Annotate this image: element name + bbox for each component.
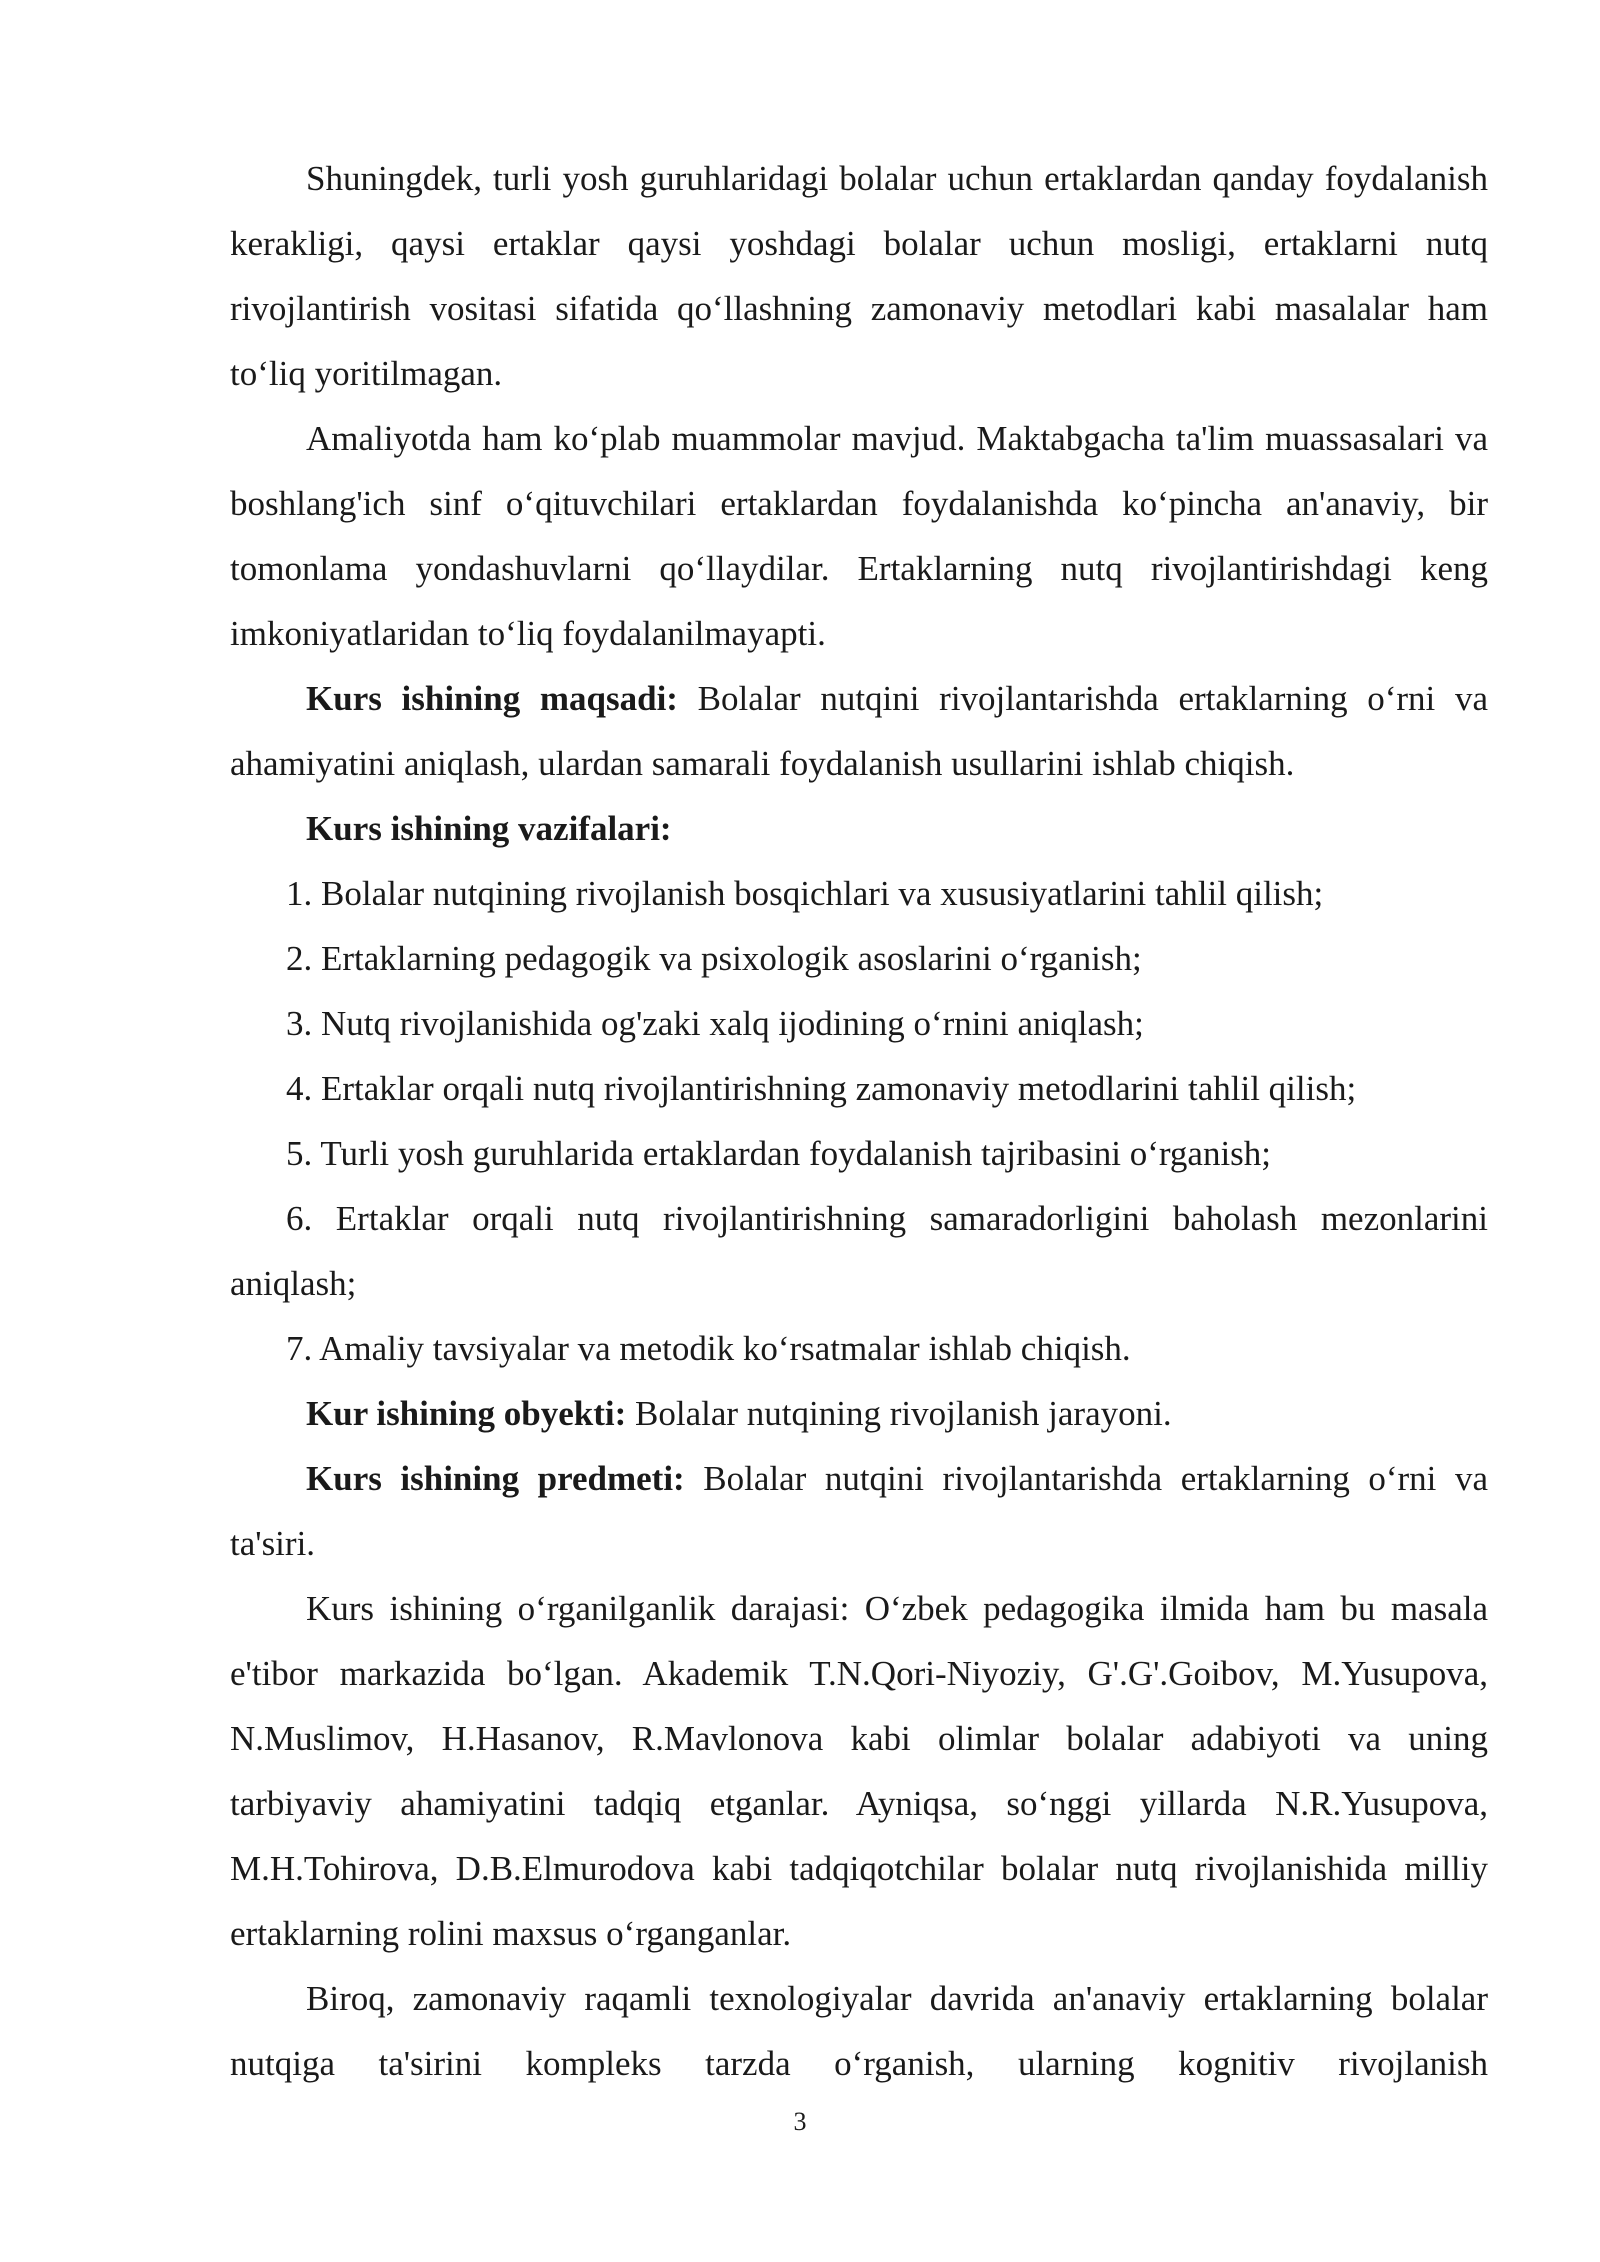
paragraph-text: Amaliyotda ham ko‘plab muammolar mavjud. Maktabgacha ta'lim muassasalari va boshlang'ich sinf o‘qituvchilari ertaklardan foydalanishda ko‘pincha an'anaviy, bir tomonlama yondashuvlarni qo‘llaydilar. Ertaklarning nutq rivojlantirishdagi keng imkoniyatlaridan to‘liq foydalanilmayapti. <box>230 419 1488 653</box>
paragraph <box>230 1576 1488 1966</box>
list-item <box>230 926 1488 991</box>
paragraph-text: 7. Amaliy tavsiyalar va metodik ko‘rsatmalar ishlab chiqish. <box>286 1329 1131 1368</box>
list-item <box>230 1056 1488 1121</box>
list-item <box>230 861 1488 926</box>
paragraph-text: Biroq, zamonaviy raqamli texnologiyalar davrida an'anaviy ertaklarning bolalar nutqiga ta'sirini kompleks tarzda o‘rganish, ularning kognitiv rivojlanish <box>230 1979 1488 2083</box>
paragraph-text: Bolalar nutqini rivojlantarishda ertaklarning o‘rni va ta'siri. <box>230 1459 1488 1563</box>
paragraph-text: Shuningdek, turli yosh guruhlaridagi bolalar uchun ertaklardan qanday foydalanish kerakligi, qaysi ertaklar qaysi yoshdagi bolalar uchun mosligi, ertaklarni nutq rivojlantirish vositasi sifatida qo‘llashning zamonaviy metodlari kabi masalalar ham to‘liq yoritilmagan. <box>230 159 1488 393</box>
paragraph-text: Bolalar nutqining rivojlanish jarayoni. <box>626 1394 1172 1433</box>
document-body <box>230 146 1488 2096</box>
section-paragraph <box>230 1381 1488 1446</box>
paragraph-text: 3. Nutq rivojlanishida og'zaki xalq ijodining o‘rnini aniqlash; <box>286 1004 1144 1043</box>
list-item <box>230 1316 1488 1381</box>
paragraph-text: 5. Turli yosh guruhlarida ertaklardan foydalanish tajribasini o‘rganish; <box>286 1134 1272 1173</box>
paragraph-text: 2. Ertaklarning pedagogik va psixologik asoslarini o‘rganish; <box>286 939 1142 978</box>
paragraph-text: Kurs ishining o‘rganilganlik darajasi: O‘zbek pedagogika ilmida ham bu masala e'tibor markazida bo‘lgan. Akademik T.N.Qori-Niyoziy, G'.G'.Goibov, M.Yusupova, N.Muslimov, H.Hasanov, R.Mavlonova kabi olimlar bolalar adabiyoti va uning tarbiyaviy ahamiyatini tadqiq etganlar. Ayniqsa, so‘nggi yillarda N.R.Yusupova, M.H.Tohirova, D.B.Elmurodova kabi tadqiqotchilar bolalar nutq rivojlanishida milliy ertaklarning rolini maxsus o‘rganganlar. <box>230 1589 1488 1953</box>
paragraph-text: Bolalar nutqini rivojlantarishda ertaklarning o‘rni va ahamiyatini aniqlash, ulardan samarali foydalanish usullarini ishlab chiqish. <box>230 679 1488 783</box>
list-item <box>230 991 1488 1056</box>
paragraph-text: 1. Bolalar nutqining rivojlanish bosqichlari va xususiyatlarini tahlil qilish; <box>286 874 1324 913</box>
list-item <box>230 1121 1488 1186</box>
section-paragraph <box>230 796 1488 861</box>
paragraph-text: 4. Ertaklar orqali nutq rivojlantirishning zamonaviy metodlarini tahlil qilish; <box>286 1069 1357 1108</box>
bold-heading: Kur ishining obyekti: <box>306 1394 627 1433</box>
bold-heading: Kurs ishining maqsadi: <box>306 679 678 718</box>
paragraph-text: 6. Ertaklar orqali nutq rivojlantirishning samaradorligini baholash mezonlarini aniqlash; <box>230 1199 1488 1303</box>
paragraph <box>230 146 1488 406</box>
section-paragraph <box>230 666 1488 796</box>
bold-heading: Kurs ishining predmeti: <box>306 1459 685 1498</box>
document-page <box>230 146 1488 2096</box>
section-paragraph <box>230 1446 1488 1576</box>
paragraph <box>230 1966 1488 2096</box>
list-item <box>230 1186 1488 1316</box>
page-number: 3 <box>793 2107 807 2136</box>
bold-heading: Kurs ishining vazifalari: <box>306 809 672 848</box>
paragraph <box>230 406 1488 666</box>
